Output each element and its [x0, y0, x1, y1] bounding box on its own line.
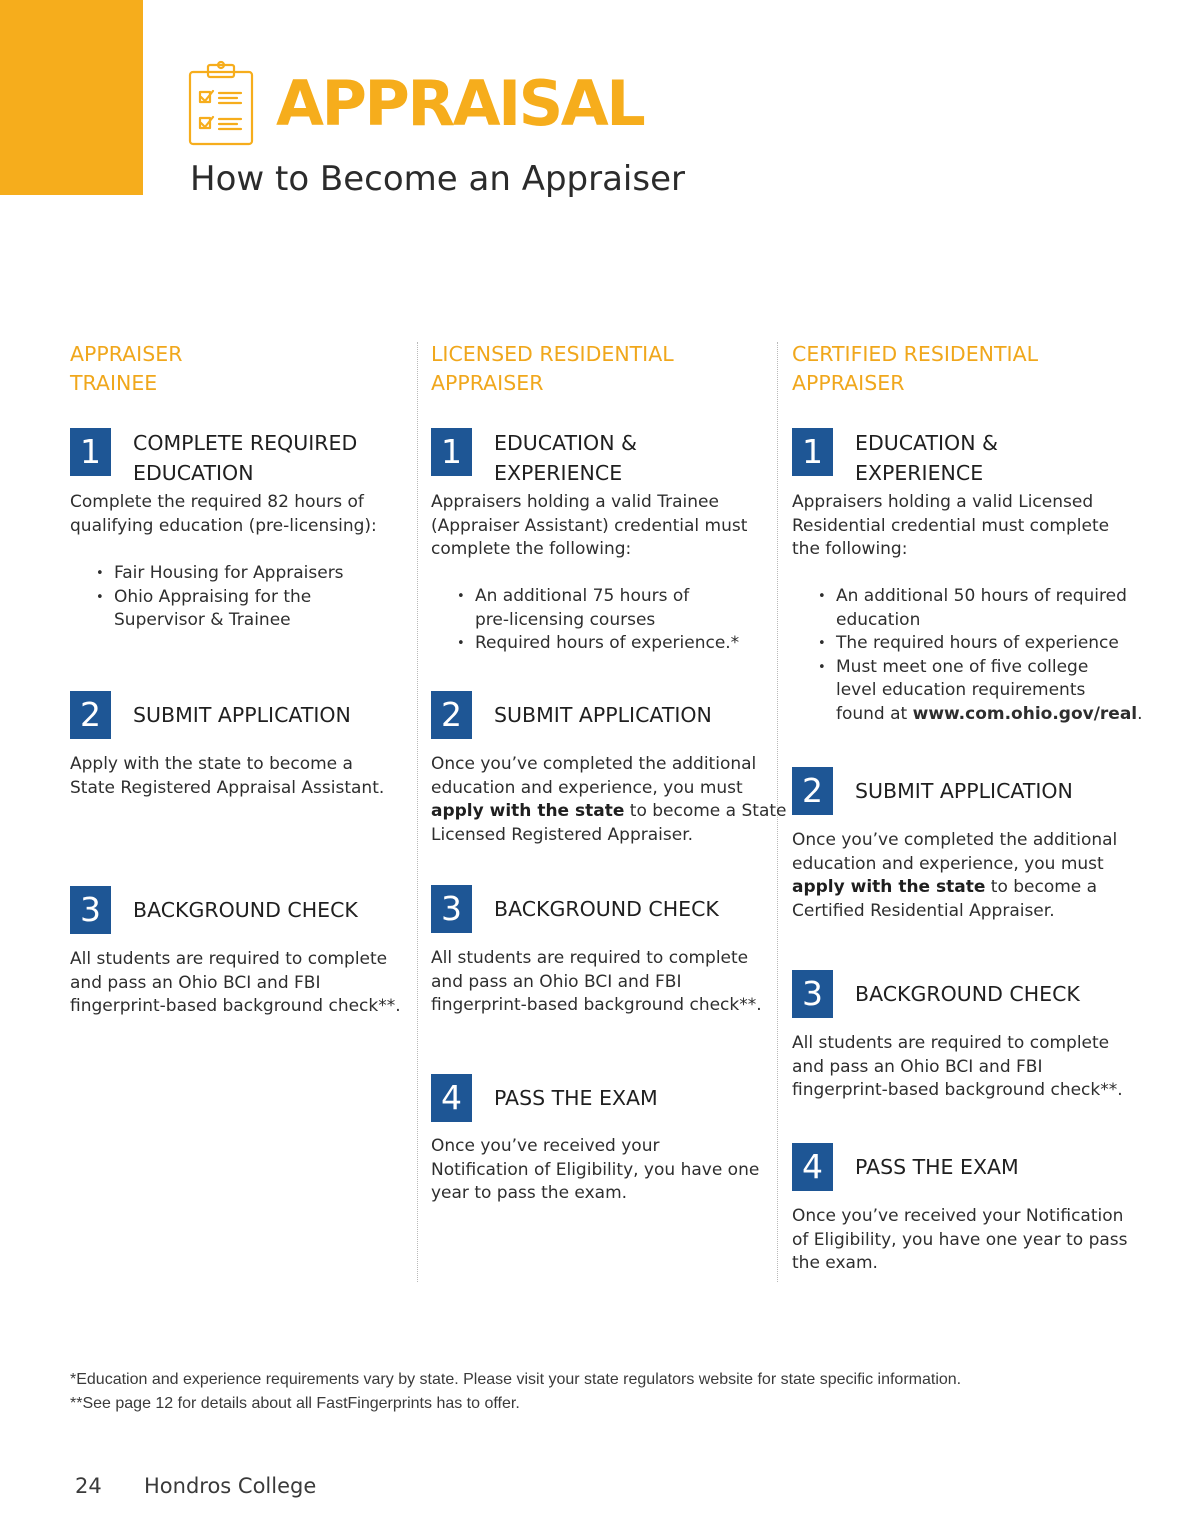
list-item: • An additional 50 hours of required education	[792, 585, 1137, 632]
step-description: Apply with the state to become a State Registered Appraisal Assistant.	[70, 754, 385, 798]
page-title: APPRAISAL	[276, 67, 644, 140]
step-education-experience	[792, 428, 1143, 724]
step-title: BACKGROUND CHECK	[133, 898, 358, 922]
step-description: Complete the required 82 hours of qualifying education (pre-licensing):	[70, 492, 377, 536]
step-description: Appraisers holding a valid Trainee (Appraiser Assistant) credential must complete the following:	[431, 492, 748, 559]
page-subtitle: How to Become an Appraiser	[190, 159, 685, 199]
list-item: • Must meet one of five college level education requirements found at www.com.ohio.gov/real.	[792, 656, 1137, 727]
step-number-badge: 1	[431, 428, 472, 476]
step-number-badge: 4	[431, 1074, 472, 1122]
step-title: COMPLETE REQUIRED EDUCATION	[133, 431, 358, 485]
step-description: All students are required to complete and pass an Ohio BCI and FBI fingerprint-based background check**.	[70, 949, 401, 1016]
page-number: 24	[75, 1474, 102, 1498]
step-number-badge: 3	[70, 886, 111, 934]
list-item: • Fair Housing for Appraisers	[70, 562, 410, 586]
step-title: EDUCATION & EXPERIENCE	[494, 431, 638, 485]
footnote: **See page 12 for details about all FastFingerprints has to offer.	[70, 1394, 520, 1412]
step-number-badge: 3	[431, 885, 472, 933]
bullet-list	[70, 562, 410, 633]
list-item: • Ohio Appraising for the Supervisor & Trainee	[70, 586, 410, 633]
step-background-check	[70, 886, 410, 1016]
step-background-check	[792, 970, 1137, 1100]
step-number-badge: 1	[792, 428, 833, 476]
publisher-name: Hondros College	[144, 1474, 317, 1498]
corner-accent-block	[0, 0, 143, 195]
ohio-gov-link[interactable]: www.com.ohio.gov/real	[912, 703, 1138, 724]
step-description: Once you’ve completed the additional education and experience, you must apply with the state to become a Certified Residential Appraiser.	[792, 830, 1118, 921]
step-education-experience	[431, 428, 771, 653]
step-description: All students are required to complete and pass an Ohio BCI and FBI fingerprint-based background check**.	[792, 1033, 1123, 1100]
step-title: SUBMIT APPLICATION	[855, 779, 1073, 803]
bullet-list	[792, 585, 1143, 726]
step-title: EDUCATION & EXPERIENCE	[855, 431, 999, 485]
column-licensed-residential-appraiser	[431, 340, 787, 1203]
footnotes	[70, 1368, 961, 1415]
step-submit-application	[792, 767, 1137, 921]
step-complete-required-education	[70, 428, 410, 630]
step-title: BACKGROUND CHECK	[855, 982, 1080, 1006]
step-submit-application	[70, 691, 410, 798]
list-item: • The required hours of experience	[792, 632, 1137, 656]
step-description: All students are required to complete and pass an Ohio BCI and FBI fingerprint-based background check**.	[431, 948, 762, 1015]
column-heading: CERTIFIED RESIDENTIAL APPRAISER	[792, 342, 1039, 395]
step-number-badge: 2	[70, 691, 111, 739]
column-heading: LICENSED RESIDENTIAL APPRAISER	[431, 342, 674, 395]
step-title: PASS THE EXAM	[855, 1155, 1019, 1179]
step-title: PASS THE EXAM	[494, 1086, 658, 1110]
step-description: Appraisers holding a valid Licensed Residential credential must complete the following:	[792, 492, 1110, 559]
step-title: SUBMIT APPLICATION	[133, 703, 351, 727]
step-description: Once you’ve received your Notification of Eligibility, you have one year to pass the exam.	[792, 1206, 1128, 1273]
column-appraiser-trainee	[70, 340, 410, 1016]
column-certified-residential-appraiser	[792, 340, 1143, 1273]
column-heading: APPRAISER TRAINEE	[70, 342, 183, 395]
step-number-badge: 2	[431, 691, 472, 739]
step-pass-the-exam	[792, 1143, 1137, 1273]
step-title: SUBMIT APPLICATION	[494, 703, 712, 727]
step-submit-application	[431, 691, 787, 845]
clipboard-checklist-icon	[186, 60, 256, 146]
step-number-badge: 2	[792, 767, 833, 815]
step-title: BACKGROUND CHECK	[494, 897, 719, 921]
step-description: Once you’ve completed the additional education and experience, you must apply with the state to become a State Licensed Registered Appraiser.	[431, 754, 787, 845]
list-item: • An additional 75 hours of pre-licensing courses	[431, 585, 771, 632]
list-item: • Required hours of experience.*	[431, 632, 771, 656]
step-number-badge: 4	[792, 1143, 833, 1191]
column-divider	[417, 342, 418, 1282]
step-number-badge: 1	[70, 428, 111, 476]
step-background-check	[431, 885, 771, 1015]
bullet-list	[431, 585, 771, 656]
step-description: Once you’ve received your Notification of Eligibility, you have one year to pass the exam.	[431, 1136, 760, 1203]
footnote: *Education and experience requirements vary by state. Please visit your state regulators website for state specific information.	[70, 1371, 962, 1388]
step-pass-the-exam	[431, 1074, 771, 1203]
step-number-badge: 3	[792, 970, 833, 1018]
